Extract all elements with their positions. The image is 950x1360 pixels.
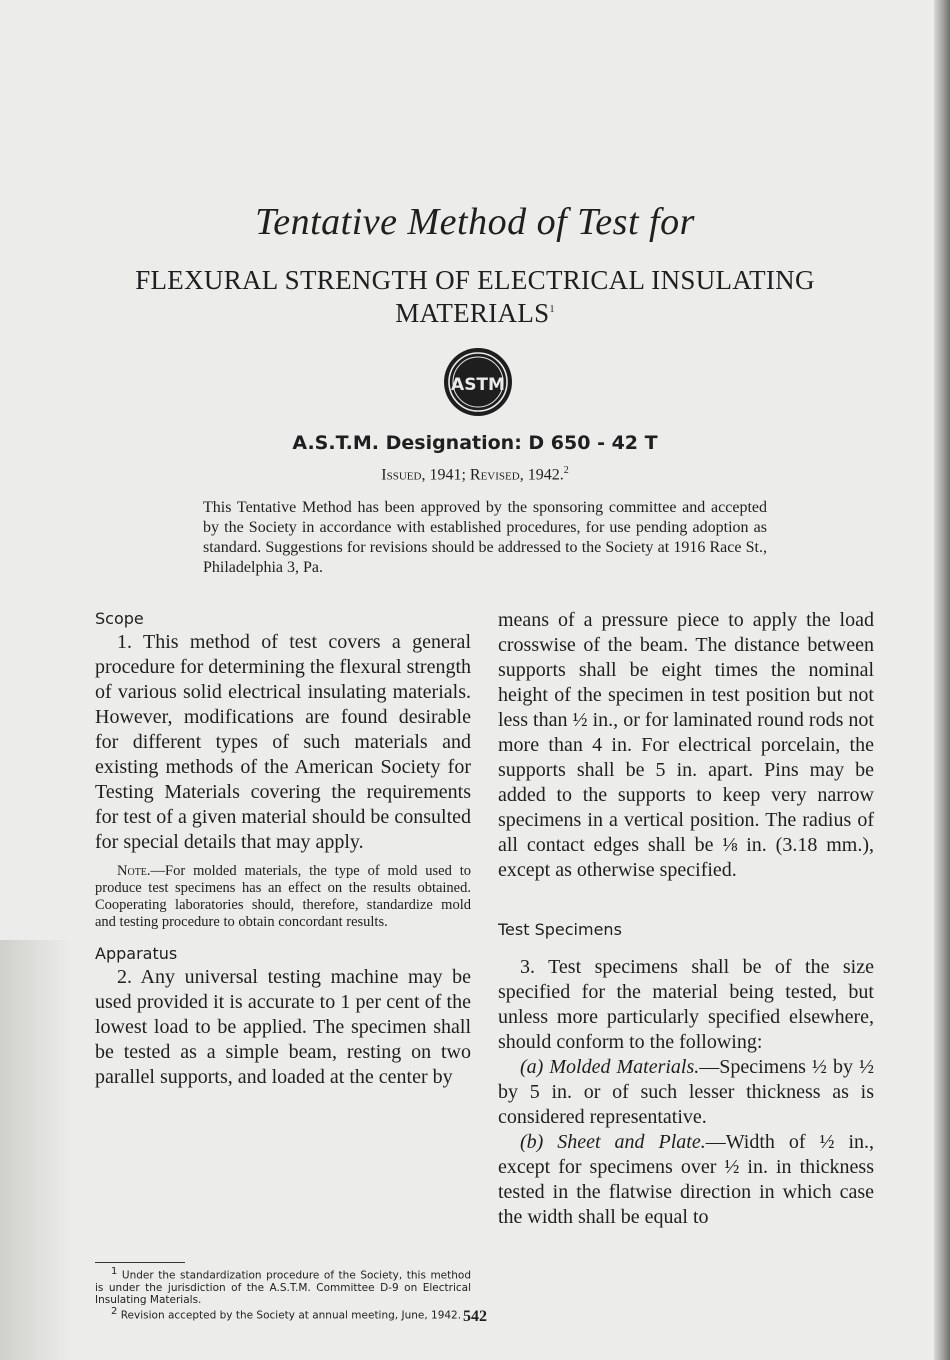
issued-revised-line: Issued, 1941; Revised, 1942.$^2$: [381, 465, 569, 484]
molded-materials-label: (a) Molded Materials.: [520, 1056, 700, 1078]
right-column: [498, 608, 874, 1230]
note-paragraph: [95, 863, 471, 931]
page-number: 542: [463, 1308, 487, 1325]
footnote-2: $^2$ Revision accepted by the Society at annual meeting, June, 1942.: [111, 1305, 462, 1321]
document-title: [0, 265, 950, 328]
note-text: —For molded materials, the type of mold used to produce test specimens has an effect on the results obtained. Cooperating laboratories should, therefore, standardize mold and testing procedure to obtain concordant results.: [95, 863, 471, 930]
document-subtitle: Tentative Method of Test for: [255, 201, 695, 243]
sheet-plate-paragraph: [498, 1130, 874, 1230]
test-specimens-heading: Test Specimens: [498, 920, 622, 939]
approval-note: This Tentative Method has been approved by the sponsoring committee and accepted by the Society in accordance with established procedures, for use pending adoption as standard. Suggestions for revisions should be addressed to the Society at 1916 Race St., Philadelphia 3, Pa.: [203, 499, 767, 576]
logo-text: ASTM: [451, 375, 505, 395]
sheet-plate-label: (b) Sheet and Plate.: [520, 1131, 706, 1153]
note-label: Note.: [117, 863, 151, 879]
title-line-1: FLEXURAL STRENGTH OF ELECTRICAL INSULATING: [135, 265, 815, 295]
astm-seal-logo: [442, 346, 514, 418]
molded-materials-text: —Specimens ½ by ½ by 5 in. or of such lesser thickness as is considered representative.: [498, 1056, 874, 1128]
binding-edge-shadow: [0, 940, 70, 1360]
footnote-1: $^1$ Under the standardization procedure of the Society, this method is under the jurisdiction of the A.S.T.M. Committee D-9 on Electrical Insulating Materials.: [95, 1266, 471, 1306]
apparatus-paragraph-continued: means of a pressure piece to apply the load crosswise of the beam. The distance between supports shall be eight times the nominal height of the specimen in test position but not less than ½ in., or for laminated round rods not more than 4 in. For electrical porcelain, the supports shall be 5 in. apart. Pins may be added to the supports to keep very narrow specimens in a vertical position. The radius of all contact edges shall be ⅛ in. (3.18 mm.), except as otherwise specified.: [498, 609, 874, 881]
apparatus-heading: Apparatus: [95, 944, 178, 963]
title-line-2: MATERIALS$^1$: [395, 298, 555, 328]
issued-footnote-ref: 2: [563, 465, 569, 476]
apparatus-paragraph: 2. Any universal testing machine may be used provided it is accurate to 1 per cent of the lowest load to be applied. The specimen shall be tested as a simple beam, resting on two parallel supports, and loaded at the center by: [95, 966, 471, 1088]
title-footnote-ref: 1: [549, 304, 555, 315]
footnote-rule: [95, 1262, 185, 1263]
scope-heading: Scope: [95, 609, 144, 628]
sheet-plate-text: —Width of ½ in., except for specimens over ½ in. in thickness tested in the flatwise direction in which case the width shall be equal to: [498, 1131, 875, 1228]
test-specimens-paragraph: 3. Test specimens shall be of the size specified for the material being tested, but unless more particularly specified elsewhere, should conform to the following:: [498, 956, 874, 1053]
scope-paragraph: 1. This method of test covers a general procedure for determining the flexural strength of various solid electrical insulating materials. However, modifications are found desirable for different types of such materials and existing methods of the American Society for Testing Materials covering the requirements for test of a given material should be consulted for special details that may apply.: [95, 631, 471, 853]
left-column: [95, 608, 471, 1090]
astm-designation: A.S.T.M. Designation: D 650 - 42 T: [292, 432, 658, 454]
molded-materials-paragraph: [498, 1055, 874, 1130]
